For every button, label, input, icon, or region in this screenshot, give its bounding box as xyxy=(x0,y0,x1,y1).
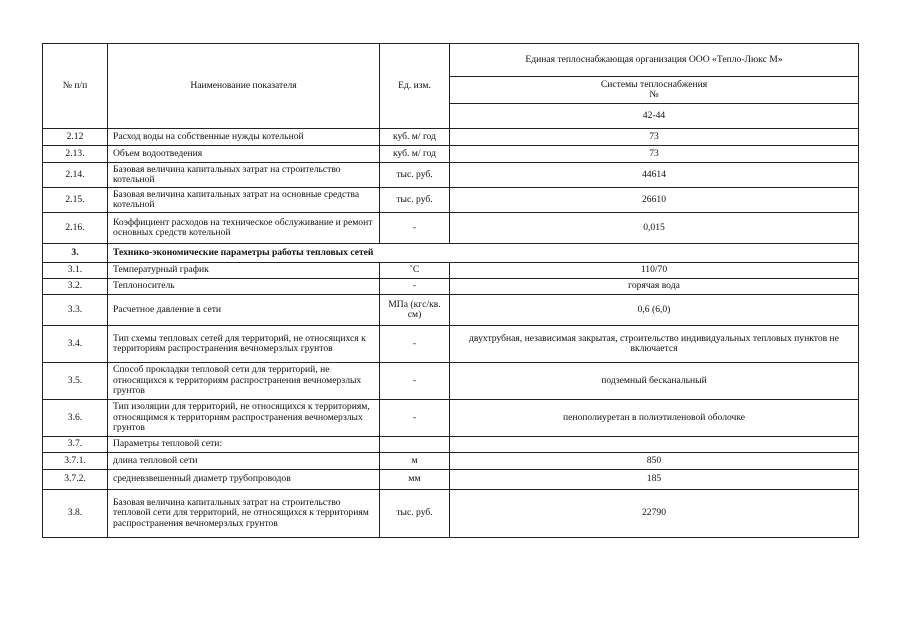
row-name: Тип схемы тепловых сетей для территорий, не относящихся к территориям распространения вечномерзлых грунтов xyxy=(108,326,380,363)
table-row xyxy=(43,326,859,363)
header-systems-line1: Системы теплоснабжения xyxy=(600,78,708,90)
row-value: 26610 xyxy=(450,188,859,213)
table-row xyxy=(43,279,859,295)
row-num: 3.7.2. xyxy=(43,470,108,490)
row-unit xyxy=(380,437,450,453)
row-name: Тип изоляции для территорий, не относящихся к территориям, относящимся к территориям распространения вечномерзлых грунтов xyxy=(108,400,380,437)
row-unit: - xyxy=(380,279,450,295)
row-unit: ˚С xyxy=(380,263,450,279)
row-name: длина тепловой сети xyxy=(108,453,380,470)
table-row xyxy=(43,213,859,244)
row-name: Параметры тепловой сети: xyxy=(108,437,380,453)
header-org: Единая теплоснабжающая организация ООО «Тепло-Люкс М» xyxy=(450,44,859,77)
row-num: 2.15. xyxy=(43,188,108,213)
row-name: Расчетное давление в сети xyxy=(108,295,380,326)
table-row xyxy=(43,437,859,453)
row-name: Способ прокладки тепловой сети для территорий, не относящихся к территориям распространения вечномерзлых грунтов xyxy=(108,363,380,400)
row-unit: - xyxy=(380,363,450,400)
row-num: 3.4. xyxy=(43,326,108,363)
row-unit: куб. м/ год xyxy=(380,129,450,146)
row-value xyxy=(450,437,859,453)
header-systems xyxy=(450,77,859,104)
row-value: горячая вода xyxy=(450,279,859,295)
table-row xyxy=(43,295,859,326)
row-value: 44614 xyxy=(450,163,859,188)
row-unit: - xyxy=(380,213,450,244)
row-num: 2.13. xyxy=(43,146,108,163)
table-row xyxy=(43,163,859,188)
table-row xyxy=(43,453,859,470)
row-num: 3.5. xyxy=(43,363,108,400)
row-unit: МПа (кгс/кв. см) xyxy=(380,295,450,326)
row-unit: - xyxy=(380,326,450,363)
row-value: 22790 xyxy=(450,490,859,538)
row-value: 110/70 xyxy=(450,263,859,279)
row-unit: мм xyxy=(380,470,450,490)
row-unit: тыс. руб. xyxy=(380,490,450,538)
row-value: пенополиуретан в полиэтиленовой оболочке xyxy=(450,400,859,437)
table-row xyxy=(43,263,859,279)
row-unit: м xyxy=(380,453,450,470)
row-value: 73 xyxy=(450,129,859,146)
row-name: Базовая величина капитальных затрат на строительство тепловой сети для территорий, не относящихся к территориям распространения вечномерзлых грунтов xyxy=(108,490,380,538)
section-row xyxy=(43,244,859,263)
table-row xyxy=(43,400,859,437)
row-name: Температурный график xyxy=(108,263,380,279)
header-systems-line2: № xyxy=(649,89,659,100)
table-row xyxy=(43,129,859,146)
row-name: Базовая величина капитальных затрат на строительство котельной xyxy=(108,163,380,188)
table-row xyxy=(43,146,859,163)
row-num: 3.7. xyxy=(43,437,108,453)
row-name: Базовая величина капитальных затрат на основные средства котельной xyxy=(108,188,380,213)
row-name: Расход воды на собственные нужды котельной xyxy=(108,129,380,146)
table-row xyxy=(43,470,859,490)
row-num: 3.1. xyxy=(43,263,108,279)
row-name: Коэффициент расходов на техническое обслуживание и ремонт основных средств котельной xyxy=(108,213,380,244)
row-num: 3.2. xyxy=(43,279,108,295)
header-system-number: 42-44 xyxy=(450,104,859,129)
row-unit: - xyxy=(380,400,450,437)
row-unit: куб. м/ год xyxy=(380,146,450,163)
row-name: средневзвешенный диаметр трубопроводов xyxy=(108,470,380,490)
row-num: 3.7.1. xyxy=(43,453,108,470)
row-num: 2.16. xyxy=(43,213,108,244)
row-value: 0,6 (6,0) xyxy=(450,295,859,326)
row-name: Теплоноситель xyxy=(108,279,380,295)
header-col-unit: Ед. изм. xyxy=(380,44,450,129)
row-num: 2.12 xyxy=(43,129,108,146)
row-value: подземный бесканальный xyxy=(450,363,859,400)
row-value: двухтрубная, независимая закрытая, строительство индивидуальных тепловых пунктов не включается xyxy=(450,326,859,363)
row-value: 0,015 xyxy=(450,213,859,244)
section-num: 3. xyxy=(43,244,108,263)
row-unit: тыс. руб. xyxy=(380,188,450,213)
row-num: 3.8. xyxy=(43,490,108,538)
row-unit: тыс. руб. xyxy=(380,163,450,188)
row-value: 73 xyxy=(450,146,859,163)
row-value: 185 xyxy=(450,470,859,490)
row-value: 850 xyxy=(450,453,859,470)
table-row xyxy=(43,363,859,400)
row-num: 2.14. xyxy=(43,163,108,188)
row-num: 3.3. xyxy=(43,295,108,326)
parameters-table xyxy=(42,43,859,538)
header-col-num: № п/п xyxy=(43,44,108,129)
table-row xyxy=(43,490,859,538)
header-col-name: Наименование показателя xyxy=(108,44,380,129)
row-num: 3.6. xyxy=(43,400,108,437)
row-name: Объем водоотведения xyxy=(108,146,380,163)
table-row xyxy=(43,188,859,213)
section-title: Технико-экономические параметры работы тепловых сетей xyxy=(108,244,859,263)
